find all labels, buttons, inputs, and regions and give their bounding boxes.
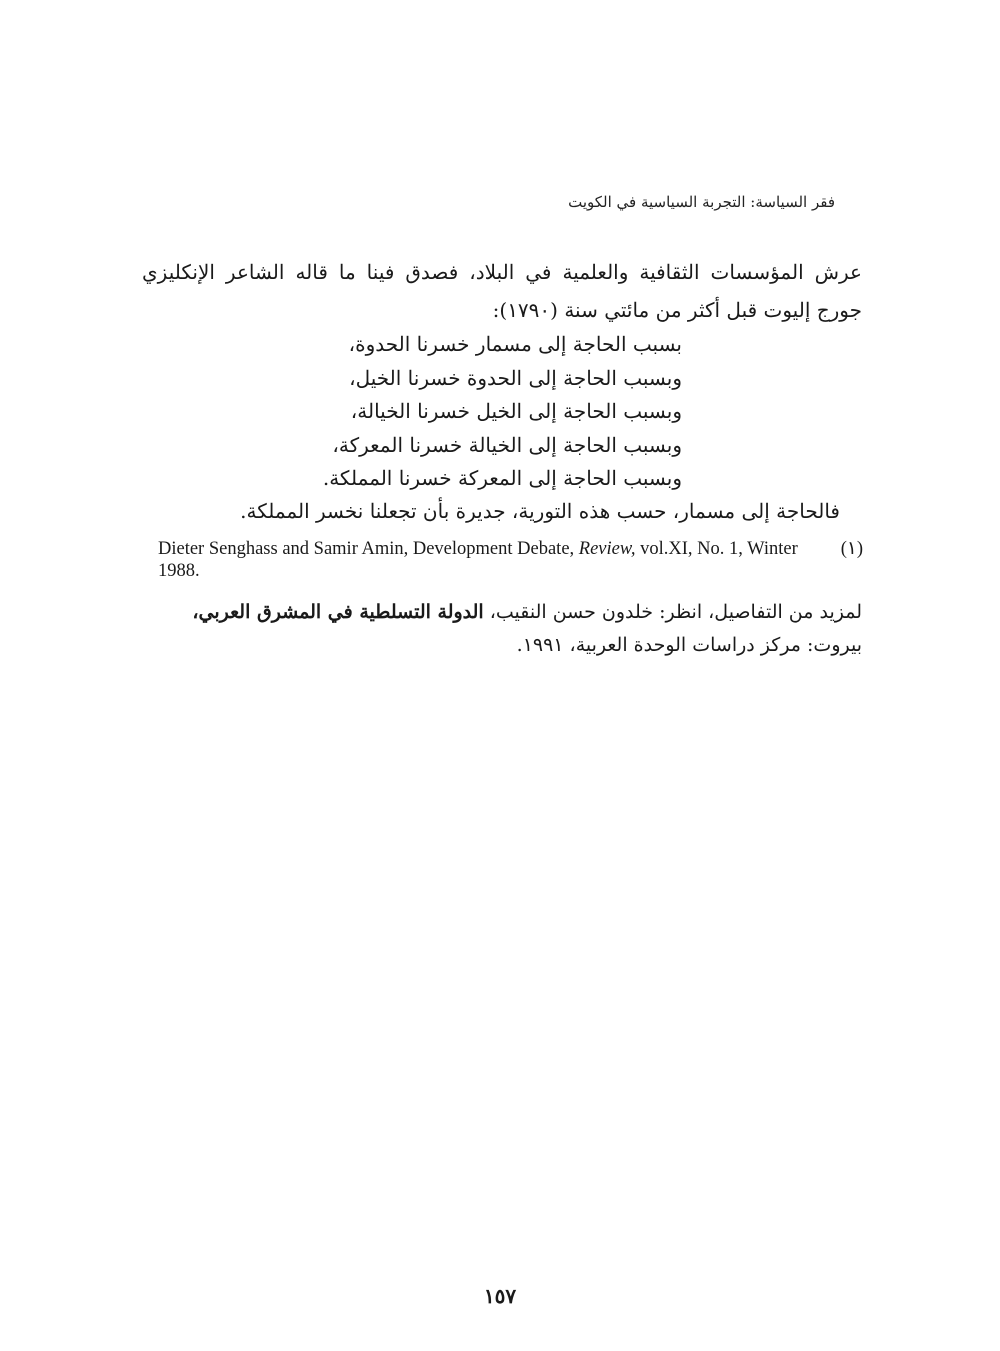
conclusion-paragraph: فالحاجة إلى مسمار، حسب هذه التورية، جديرة بأن تجعلنا نخسر المملكة. — [240, 499, 840, 523]
poem-verse: وبسبب الحاجة إلى الحدوة خسرنا الخيل، — [349, 365, 682, 390]
footnote-1-text — [158, 538, 818, 582]
poem-verse: وبسبب الحاجة إلى المعركة خسرنا المملكة. — [322, 466, 682, 490]
footnote-2-text-start: لمزيد من التفاصيل، انظر: خلدون حسن النقيب، — [483, 601, 862, 623]
poem-verse: بسبب الحاجة إلى مسمار خسرنا الحدوة، — [348, 332, 682, 356]
poem-verse: وبسبب الحاجة إلى الخيالة خسرنا المعركة، — [332, 432, 682, 457]
page-number: ١٥٧ — [483, 1284, 517, 1308]
footnote-2-text-end: بيروت: مركز دراسات الوحدة العربية، ١٩٩١. — [516, 634, 862, 656]
footnote-1-text-start: Dieter Senghass and Samir Amin, Development Debate, — [158, 539, 579, 559]
footnote-2-book-title: الدولة التسلطية في المشرق العربي، — [192, 601, 484, 623]
running-header: فقر السياسة: التجربة السياسية في الكويت — [568, 193, 835, 211]
poem-verse: وبسبب الحاجة إلى الخيل خسرنا الخيالة، — [350, 399, 682, 423]
footnote-number: (١) — [840, 539, 863, 559]
footnote-2 — [142, 596, 862, 662]
poem-block — [282, 328, 682, 496]
footnote-1 — [158, 538, 863, 582]
body-paragraph: عرش المؤسسات الثقافية والعلمية في البلاد، فصدق فينا ما قاله الشاعر الإنكليزي جورج إليوت قبل أكثر من مائتي سنة (١٧٩٠): — [142, 260, 862, 322]
footnote-1-text-end: vol.XI, No. 1, Winter 1988. — [158, 539, 798, 581]
footnote-1-journal: Review, — [578, 539, 636, 559]
